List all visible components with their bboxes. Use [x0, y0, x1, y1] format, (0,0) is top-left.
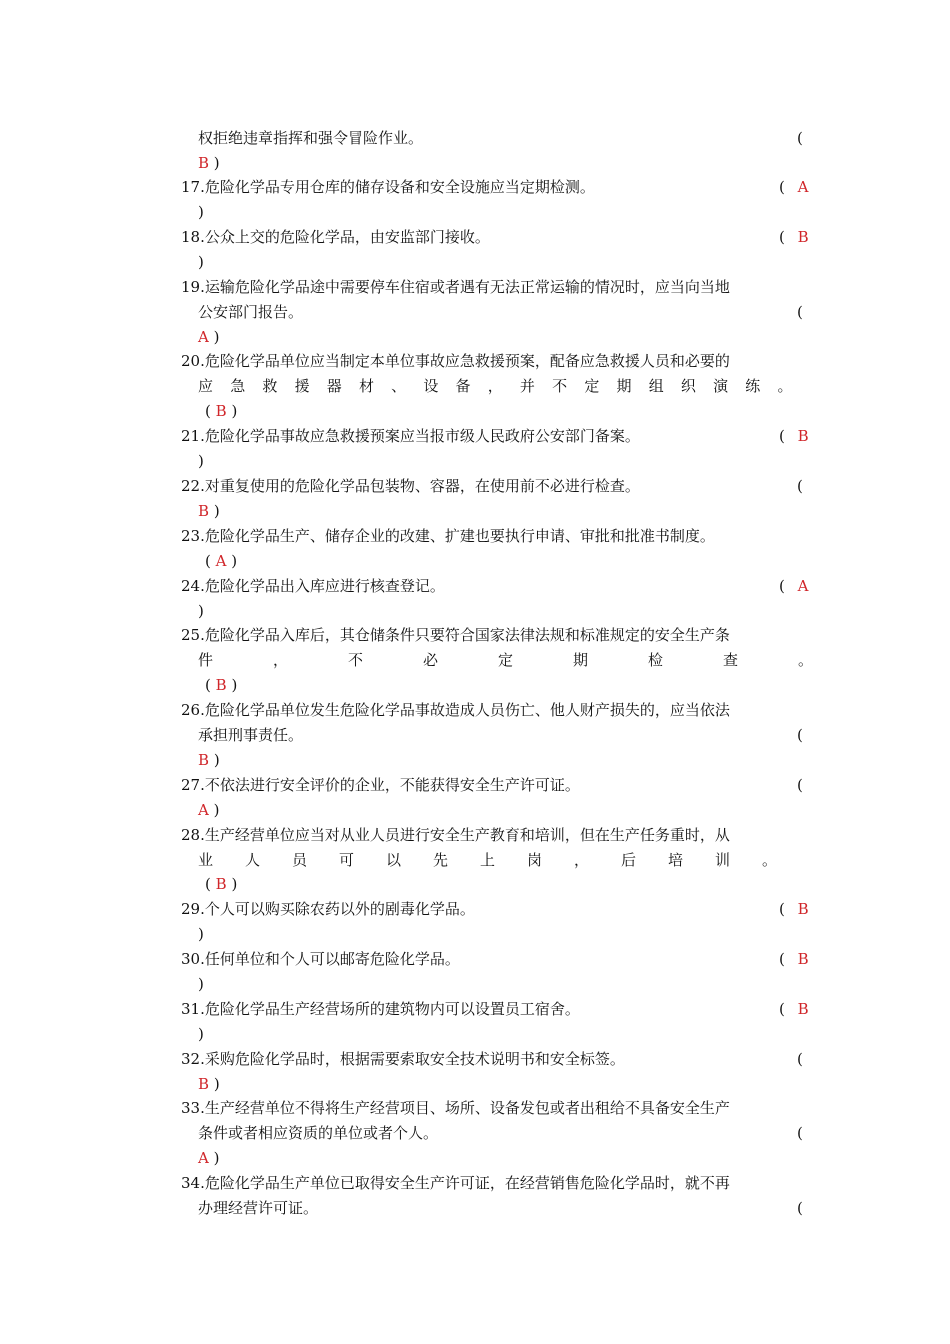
- item-31-answer: B: [797, 1000, 809, 1018]
- item-28-answer: B: [215, 875, 227, 893]
- item-33-question-line1: 33.生产经营单位不得将生产经营项目、场所、设备发包或者出租给不具备安全生产: [181, 1099, 730, 1117]
- item-24-close-paren: ): [198, 602, 204, 620]
- item-34-open-paren: (: [797, 1199, 803, 1217]
- item-17-question: 17.危险化学品专用仓库的储存设备和安全设施应当定期检测。: [181, 178, 595, 196]
- item-29-question: 29.个人可以购买除农药以外的剧毒化学品。: [181, 900, 475, 918]
- item-31-question: 31.危险化学品生产经营场所的建筑物内可以设置员工宿舍。: [181, 1000, 580, 1018]
- item-23-answer: A: [215, 552, 227, 570]
- item-24-answer-box: ( A: [779, 577, 809, 595]
- item-33-open-paren: (: [797, 1124, 803, 1142]
- item-26-question-line2: 承担刑事责任。: [198, 726, 304, 744]
- item-19-question-line2: 公安部门报告。: [198, 303, 304, 321]
- item-33-question-line2: 条件或者相应资质的单位或者个人。: [198, 1124, 439, 1142]
- item-21-answer: B: [797, 427, 809, 445]
- item-26-open-paren: (: [797, 726, 803, 744]
- item-28-answer-line: ( B ): [205, 875, 238, 893]
- item-34-question-line1: 34.危险化学品生产单位已取得安全生产许可证，在经营销售危险化学品时，就不再: [181, 1174, 730, 1192]
- item-32-answer-line: B ): [198, 1075, 220, 1093]
- item-33-answer-line: A ): [198, 1149, 220, 1167]
- item-20-answer: B: [215, 402, 227, 420]
- item-26-answer: B: [198, 751, 210, 769]
- item-29-answer: B: [797, 900, 809, 918]
- item-32-question: 32.采购危险化学品时，根据需要索取安全技术说明书和安全标签。: [181, 1050, 625, 1068]
- item-20-question-line1: 20.危险化学品单位应当制定本单位事故应急救援预案，配备应急救援人员和必要的: [181, 352, 730, 370]
- item-17-answer-box: ( A: [779, 178, 809, 196]
- item-25-answer: B: [215, 676, 227, 694]
- item-30-close-paren: ): [198, 975, 204, 993]
- item-28-question-line2: 业人员可以先上岗，后培训。: [198, 851, 810, 869]
- item-21-answer-box: ( B: [779, 427, 809, 445]
- item-25-answer-line: ( B ): [205, 676, 238, 694]
- item-17-answer: A: [797, 178, 809, 196]
- item-19-answer-line: A ): [198, 328, 220, 346]
- item-25-question-line1: 25.危险化学品入库后，其仓储条件只要符合国家法律法规和标准规定的安全生产条: [181, 626, 730, 644]
- item-34-question-line2: 办理经营许可证。: [198, 1199, 319, 1217]
- item-23-question: 23.危险化学品生产、储存企业的改建、扩建也要执行申请、审批和批准书制度。: [181, 527, 715, 545]
- item-22-answer-line: B ): [198, 502, 220, 520]
- item-16-answer-line: B ): [198, 154, 220, 172]
- item-21-close-paren: ): [198, 452, 204, 470]
- item-20-answer-line: ( B ): [205, 402, 238, 420]
- item-25-question-line2: 件，不必定期检查。: [198, 651, 874, 669]
- item-32-open-paren: (: [797, 1050, 803, 1068]
- item-32-answer: B: [198, 1075, 210, 1093]
- item-30-question: 30.任何单位和个人可以邮寄危险化学品。: [181, 950, 460, 968]
- item-22-open-paren: (: [797, 477, 803, 495]
- item-19-open-paren: (: [797, 303, 803, 321]
- item-20-question-line2: 应急救援器材、设备，并不定期组织演练。: [198, 377, 807, 395]
- item-16-open-paren: (: [797, 129, 803, 147]
- item-27-answer: A: [198, 801, 209, 819]
- item-26-answer-line: B ): [198, 751, 220, 769]
- item-19-answer: A: [198, 328, 209, 346]
- item-23-answer-line: ( A ): [205, 552, 238, 570]
- item-30-answer: B: [797, 950, 809, 968]
- item-21-question: 21.危险化学品事故应急救援预案应当报市级人民政府公安部门备案。: [181, 427, 640, 445]
- item-18-answer-box: ( B: [779, 228, 809, 246]
- item-29-answer-box: ( B: [779, 900, 809, 918]
- item-27-question: 27.不依法进行安全评价的企业，不能获得安全生产许可证。: [181, 776, 580, 794]
- item-16-text-cont: 权拒绝违章指挥和强令冒险作业。: [198, 129, 424, 147]
- item-17-close-paren: ): [198, 203, 204, 221]
- item-27-open-paren: (: [797, 776, 803, 794]
- item-18-question: 18.公众上交的危险化学品，由安监部门接收。: [181, 228, 490, 246]
- item-22-answer: B: [198, 502, 210, 520]
- item-28-question-line1: 28.生产经营单位应当对从业人员进行安全生产教育和培训，但在生产任务重时，从: [181, 826, 730, 844]
- item-22-question: 22.对重复使用的危险化学品包装物、容器，在使用前不必进行检查。: [181, 477, 640, 495]
- item-29-close-paren: ): [198, 925, 204, 943]
- item-31-answer-box: ( B: [779, 1000, 809, 1018]
- item-18-answer: B: [797, 228, 809, 246]
- item-33-answer: A: [198, 1149, 209, 1167]
- item-16-answer: B: [198, 154, 210, 172]
- item-24-answer: A: [797, 577, 809, 595]
- item-19-question-line1: 19.运输危险化学品途中需要停车住宿或者遇有无法正常运输的情况时，应当向当地: [181, 278, 730, 296]
- item-30-answer-box: ( B: [779, 950, 809, 968]
- item-18-close-paren: ): [198, 253, 204, 271]
- item-24-question: 24.危险化学品出入库应进行核查登记。: [181, 577, 445, 595]
- item-27-answer-line: A ): [198, 801, 220, 819]
- item-31-close-paren: ): [198, 1025, 204, 1043]
- item-26-question-line1: 26.危险化学品单位发生危险化学品事故造成人员伤亡、他人财产损失的，应当依法: [181, 701, 730, 719]
